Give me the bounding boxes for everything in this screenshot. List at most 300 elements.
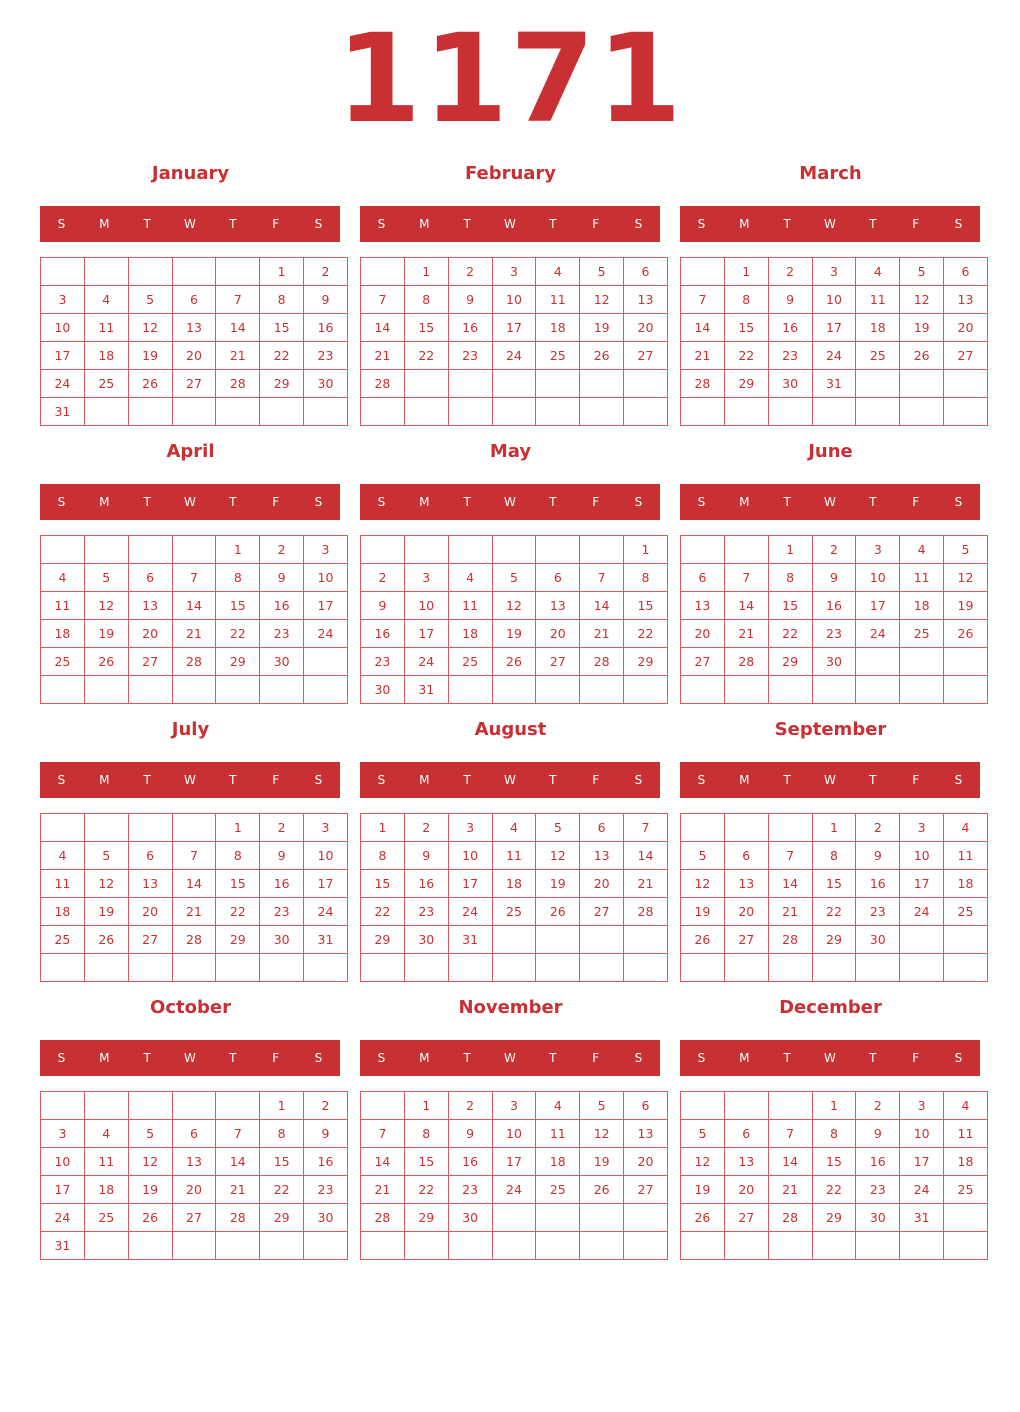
day-cell [128, 954, 172, 982]
day-cell [681, 676, 725, 704]
day-cell: 17 [404, 620, 448, 648]
day-cell [260, 1232, 304, 1260]
day-cell: 18 [41, 620, 85, 648]
day-cell: 26 [492, 648, 536, 676]
day-cell: 4 [84, 1120, 128, 1148]
weekday-label: S [634, 495, 643, 509]
day-cell: 21 [724, 620, 768, 648]
weekday-header [360, 484, 660, 520]
day-cell [172, 1232, 216, 1260]
day-cell: 24 [304, 620, 348, 648]
month-name: December [779, 997, 882, 1018]
day-cell: 16 [304, 314, 348, 342]
day-cell: 15 [260, 314, 304, 342]
day-grid [680, 1091, 988, 1260]
day-cell [492, 1232, 536, 1260]
day-cell: 1 [404, 258, 448, 286]
day-cell: 16 [856, 870, 900, 898]
day-cell: 23 [304, 1176, 348, 1204]
day-cell [172, 536, 216, 564]
week-row [681, 286, 988, 314]
weekday-label: S [634, 217, 643, 231]
day-cell: 9 [361, 592, 405, 620]
day-cell: 22 [724, 342, 768, 370]
day-cell: 26 [128, 370, 172, 398]
day-cell [216, 398, 260, 426]
day-cell: 19 [84, 620, 128, 648]
day-cell: 17 [492, 1148, 536, 1176]
weekday-label: T [869, 495, 877, 509]
day-cell [404, 1232, 448, 1260]
day-cell: 4 [536, 1092, 580, 1120]
day-cell: 22 [812, 1176, 856, 1204]
day-cell [580, 398, 624, 426]
day-cell: 27 [128, 926, 172, 954]
weekday-label: M [419, 495, 430, 509]
day-cell: 31 [448, 926, 492, 954]
day-cell: 10 [41, 314, 85, 342]
day-cell: 11 [536, 1120, 580, 1148]
week-row [681, 1176, 988, 1204]
weekday-label: F [912, 495, 920, 509]
day-cell [944, 926, 988, 954]
day-cell: 27 [580, 898, 624, 926]
day-cell [536, 398, 580, 426]
day-cell: 1 [812, 1092, 856, 1120]
day-cell: 6 [944, 258, 988, 286]
day-cell: 3 [41, 1120, 85, 1148]
day-cell: 20 [724, 898, 768, 926]
day-cell: 23 [260, 898, 304, 926]
day-cell: 7 [216, 286, 260, 314]
day-cell: 10 [856, 564, 900, 592]
weekday-label: T [463, 495, 471, 509]
weekday-label: M [99, 217, 110, 231]
day-cell: 14 [624, 842, 668, 870]
day-cell [448, 536, 492, 564]
day-cell [900, 926, 944, 954]
day-cell: 24 [41, 1204, 85, 1232]
day-cell: 9 [260, 564, 304, 592]
day-cell: 8 [812, 842, 856, 870]
day-cell: 30 [856, 1204, 900, 1232]
day-cell [624, 1232, 668, 1260]
weekday-label: M [419, 217, 430, 231]
weekday-header [40, 1040, 340, 1076]
day-cell: 16 [404, 870, 448, 898]
day-cell: 9 [448, 1120, 492, 1148]
weekday-label: S [314, 217, 323, 231]
week-row [361, 1092, 668, 1120]
day-cell [580, 1204, 624, 1232]
day-cell: 22 [624, 620, 668, 648]
day-cell: 14 [724, 592, 768, 620]
day-cell: 4 [536, 258, 580, 286]
week-row [41, 1148, 348, 1176]
day-cell: 2 [304, 258, 348, 286]
day-cell: 5 [492, 564, 536, 592]
day-cell: 27 [172, 370, 216, 398]
day-cell: 6 [624, 258, 668, 286]
day-cell: 10 [41, 1148, 85, 1176]
week-row [41, 648, 348, 676]
day-cell: 4 [41, 564, 85, 592]
week-row [681, 1232, 988, 1260]
week-row [41, 286, 348, 314]
week-row [681, 926, 988, 954]
day-cell: 14 [361, 314, 405, 342]
day-cell [128, 1092, 172, 1120]
day-cell: 17 [492, 314, 536, 342]
day-cell: 20 [128, 620, 172, 648]
week-row [361, 286, 668, 314]
day-cell: 19 [944, 592, 988, 620]
day-cell: 30 [304, 1204, 348, 1232]
week-row [681, 314, 988, 342]
weekday-label: S [377, 217, 386, 231]
day-cell [216, 954, 260, 982]
day-cell: 30 [448, 1204, 492, 1232]
day-cell: 8 [361, 842, 405, 870]
day-cell: 22 [768, 620, 812, 648]
weekday-label: S [377, 1051, 386, 1065]
day-cell [304, 398, 348, 426]
weekday-label: W [184, 217, 196, 231]
weekday-label: F [912, 773, 920, 787]
day-cell: 1 [260, 1092, 304, 1120]
day-cell: 24 [900, 1176, 944, 1204]
week-row [41, 342, 348, 370]
day-cell [260, 398, 304, 426]
weekday-label: F [272, 217, 280, 231]
day-cell: 2 [304, 1092, 348, 1120]
weekday-label: S [314, 773, 323, 787]
weekday-label: S [57, 773, 66, 787]
day-cell [448, 676, 492, 704]
week-row [361, 870, 668, 898]
day-cell [492, 954, 536, 982]
day-cell: 8 [260, 286, 304, 314]
day-cell [361, 536, 405, 564]
day-grid [40, 1091, 348, 1260]
week-row [41, 1120, 348, 1148]
day-cell [216, 258, 260, 286]
day-cell: 14 [216, 314, 260, 342]
day-cell: 13 [128, 592, 172, 620]
day-cell: 11 [944, 842, 988, 870]
day-cell: 12 [128, 314, 172, 342]
day-cell: 9 [304, 1120, 348, 1148]
day-cell [404, 536, 448, 564]
day-cell [856, 1232, 900, 1260]
day-cell: 11 [536, 286, 580, 314]
day-cell [128, 676, 172, 704]
day-cell: 14 [172, 870, 216, 898]
day-cell [724, 1092, 768, 1120]
week-row [361, 620, 668, 648]
month-name: July [171, 719, 210, 740]
day-cell: 1 [768, 536, 812, 564]
day-cell [41, 676, 85, 704]
weekday-label: W [504, 773, 516, 787]
day-cell: 30 [260, 926, 304, 954]
day-cell [448, 398, 492, 426]
day-cell: 16 [260, 592, 304, 620]
day-cell: 22 [812, 898, 856, 926]
weekday-label: M [419, 1051, 430, 1065]
day-cell: 24 [492, 342, 536, 370]
day-cell: 5 [944, 536, 988, 564]
day-cell [681, 1092, 725, 1120]
day-cell [812, 676, 856, 704]
day-cell: 26 [900, 342, 944, 370]
day-cell: 23 [856, 898, 900, 926]
day-cell [172, 814, 216, 842]
weekday-label: S [954, 773, 963, 787]
day-cell [768, 1092, 812, 1120]
week-row [681, 370, 988, 398]
day-cell: 3 [492, 1092, 536, 1120]
day-cell [580, 676, 624, 704]
day-grid [40, 813, 348, 982]
day-cell: 18 [900, 592, 944, 620]
day-cell [944, 1204, 988, 1232]
week-row [41, 842, 348, 870]
day-cell: 22 [404, 342, 448, 370]
day-cell [172, 398, 216, 426]
day-cell: 5 [536, 814, 580, 842]
day-cell [128, 258, 172, 286]
day-cell: 28 [216, 370, 260, 398]
day-cell [724, 1232, 768, 1260]
day-cell: 11 [41, 870, 85, 898]
day-cell: 2 [448, 258, 492, 286]
weekday-label: T [783, 217, 791, 231]
week-row [41, 954, 348, 982]
weekday-label: T [783, 495, 791, 509]
week-row [361, 398, 668, 426]
day-cell: 18 [84, 342, 128, 370]
weekday-header [360, 762, 660, 798]
day-cell: 16 [812, 592, 856, 620]
day-cell: 11 [84, 314, 128, 342]
week-row [361, 592, 668, 620]
day-cell: 7 [361, 1120, 405, 1148]
week-row [41, 1176, 348, 1204]
weekday-label: F [912, 1051, 920, 1065]
day-cell [41, 258, 85, 286]
weekday-label: S [377, 495, 386, 509]
day-cell: 29 [724, 370, 768, 398]
day-cell [84, 258, 128, 286]
day-cell: 12 [84, 870, 128, 898]
day-cell: 17 [304, 870, 348, 898]
day-cell: 14 [172, 592, 216, 620]
week-row [681, 1148, 988, 1176]
weekday-label: T [229, 495, 237, 509]
week-row [681, 648, 988, 676]
day-cell [128, 536, 172, 564]
day-cell [580, 536, 624, 564]
week-row [681, 676, 988, 704]
day-cell: 27 [172, 1204, 216, 1232]
day-cell: 19 [681, 1176, 725, 1204]
day-cell [492, 398, 536, 426]
day-cell [624, 926, 668, 954]
day-cell: 15 [216, 592, 260, 620]
day-cell [724, 536, 768, 564]
month-name: January [151, 163, 230, 184]
day-cell: 21 [216, 1176, 260, 1204]
month-name: May [489, 441, 532, 462]
day-cell [944, 954, 988, 982]
day-cell: 27 [724, 926, 768, 954]
day-cell: 28 [361, 370, 405, 398]
day-cell [768, 398, 812, 426]
day-cell [812, 1232, 856, 1260]
day-cell: 19 [492, 620, 536, 648]
weekday-label: S [377, 773, 386, 787]
day-cell: 9 [768, 286, 812, 314]
day-cell: 6 [724, 842, 768, 870]
day-cell: 28 [172, 648, 216, 676]
month-name: August [474, 719, 547, 740]
day-cell: 31 [304, 926, 348, 954]
day-cell: 29 [812, 926, 856, 954]
weekday-label: W [504, 495, 516, 509]
day-cell: 10 [492, 286, 536, 314]
weekday-label: T [549, 217, 557, 231]
day-cell: 17 [41, 1176, 85, 1204]
weekday-label: M [99, 495, 110, 509]
weekday-label: T [229, 773, 237, 787]
day-cell: 21 [172, 898, 216, 926]
day-cell: 20 [128, 898, 172, 926]
day-cell: 20 [172, 342, 216, 370]
day-cell [536, 926, 580, 954]
day-cell [900, 648, 944, 676]
day-cell [724, 398, 768, 426]
day-cell: 15 [361, 870, 405, 898]
day-cell: 19 [84, 898, 128, 926]
week-row [361, 314, 668, 342]
day-cell: 13 [580, 842, 624, 870]
day-cell: 9 [304, 286, 348, 314]
week-row [681, 1120, 988, 1148]
day-cell [448, 370, 492, 398]
weekday-label: W [504, 1051, 516, 1065]
week-row [41, 314, 348, 342]
week-row [361, 676, 668, 704]
day-cell: 21 [216, 342, 260, 370]
weekday-label: T [463, 1051, 471, 1065]
week-row [361, 1120, 668, 1148]
weekday-label: M [99, 773, 110, 787]
day-cell [681, 1232, 725, 1260]
week-row [41, 536, 348, 564]
day-cell [900, 370, 944, 398]
day-cell: 23 [856, 1176, 900, 1204]
day-cell: 13 [172, 314, 216, 342]
day-cell: 29 [260, 1204, 304, 1232]
week-row [361, 1148, 668, 1176]
day-cell: 20 [172, 1176, 216, 1204]
day-cell: 11 [41, 592, 85, 620]
week-row [361, 370, 668, 398]
day-cell [536, 1232, 580, 1260]
day-cell: 10 [304, 564, 348, 592]
week-row [41, 1232, 348, 1260]
day-cell [624, 370, 668, 398]
day-cell: 15 [724, 314, 768, 342]
day-cell [580, 954, 624, 982]
day-cell [304, 648, 348, 676]
day-cell: 24 [856, 620, 900, 648]
day-cell [128, 814, 172, 842]
day-cell: 2 [812, 536, 856, 564]
day-cell [492, 926, 536, 954]
day-cell [944, 398, 988, 426]
day-cell: 15 [404, 314, 448, 342]
day-cell [856, 370, 900, 398]
day-cell: 3 [41, 286, 85, 314]
day-cell [361, 258, 405, 286]
day-cell: 20 [624, 314, 668, 342]
day-cell: 5 [128, 1120, 172, 1148]
day-cell: 1 [404, 1092, 448, 1120]
week-row [41, 620, 348, 648]
day-cell: 11 [448, 592, 492, 620]
day-cell: 29 [624, 648, 668, 676]
day-cell: 18 [944, 1148, 988, 1176]
day-cell [361, 1232, 405, 1260]
day-cell: 6 [580, 814, 624, 842]
day-cell: 5 [84, 564, 128, 592]
day-cell: 24 [448, 898, 492, 926]
weekday-label: F [272, 773, 280, 787]
weekday-label: T [869, 1051, 877, 1065]
day-cell: 23 [304, 342, 348, 370]
day-cell: 14 [361, 1148, 405, 1176]
day-cell: 17 [812, 314, 856, 342]
day-cell: 23 [448, 1176, 492, 1204]
day-cell: 29 [216, 926, 260, 954]
day-cell: 8 [624, 564, 668, 592]
day-cell: 22 [260, 1176, 304, 1204]
week-row [41, 926, 348, 954]
day-cell: 5 [681, 842, 725, 870]
day-cell [624, 676, 668, 704]
week-row [361, 898, 668, 926]
month-name: November [458, 997, 563, 1018]
day-cell [580, 370, 624, 398]
day-cell [361, 1092, 405, 1120]
week-row [361, 258, 668, 286]
weekday-label: S [697, 1051, 706, 1065]
weekday-header [680, 1040, 980, 1076]
weekday-label: S [314, 495, 323, 509]
day-cell: 25 [84, 1204, 128, 1232]
week-row [681, 814, 988, 842]
weekday-header [40, 206, 340, 242]
day-cell: 3 [856, 536, 900, 564]
day-cell [260, 676, 304, 704]
week-row [361, 842, 668, 870]
day-cell [624, 1204, 668, 1232]
day-cell [84, 676, 128, 704]
day-cell [304, 954, 348, 982]
day-cell: 28 [724, 648, 768, 676]
